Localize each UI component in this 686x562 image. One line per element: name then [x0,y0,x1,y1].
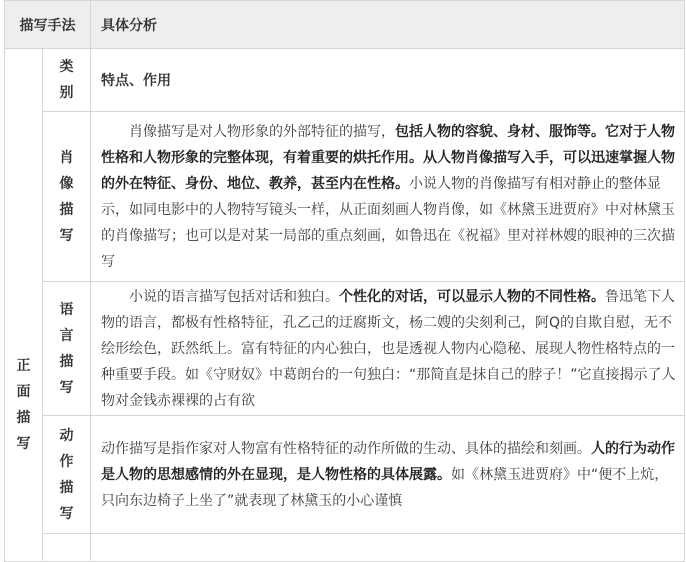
row-content [91,416,685,534]
table-row [5,416,685,534]
category-content: 特点、作用 [91,49,685,112]
analysis-table [4,0,685,562]
row-rest: 鲁迅笔下人物的语言，都极有性格特征，孔乙己的迂腐斯文，杨二嫂的尖刻利己，阿Q的自欺自慰，无不绘形绘色，跃然纸上。富有特征的内心独白，也是透视人物内心隐秘、展现人物性格特点的一种重要手段。如《守财奴》中葛朗台的一句独白：“那简直是抹自己的脖子！”它直接揭示了人物对金钱赤裸裸的占有欲 [101,288,676,409]
category-label [43,49,91,112]
category-row [5,49,685,112]
row-rest: 小说人物的肖像描写有相对静止的整体显示，如同电影中的人物特写镜头一样，从正面刻画人物肖像，如《林黛玉进贾府》中对林黛玉的肖像描写；也可以是对某一局部的重点刻画，如鲁迅在《祝福》里对祥林嫂的眼神的三次描写 [101,175,675,270]
row-label-text: 动作描写 [59,427,74,522]
row-label-text: 语言描写 [59,301,74,396]
group-label [5,49,43,562]
row-label [43,416,91,534]
row-emphasis: 个性化的对话，可以显示人物的不同性格。 [339,288,605,305]
category-label-text: 类别 [59,59,74,101]
row-label [43,282,91,416]
row-content [91,112,685,282]
row-emphasis: 人的行为动作是人物的思想感情的外在显现，是人物性格的具体展露。 [101,440,675,483]
row-intro: 动作描写是指作家对人物富有性格特征的动作所做的生动、具体的描绘和刻画。 [101,440,591,457]
header-method: 描写手法 [5,1,91,49]
row-emphasis: 包括人物的容貌、身材、服饰等。它对于人物性格和人物形象的完整体现，有着重要的烘托作用。从人物肖像描写入手，可以迅速掌握人物的外在特征、身份、地位、教养，甚至内在性格。 [101,123,675,192]
group-label-text: 正面描写 [16,358,31,452]
row-label-text: 肖像描写 [59,149,74,244]
header-row [5,1,685,49]
header-analysis: 具体分析 [91,1,685,49]
row-label [43,112,91,282]
row-rest: 如《林黛玉进贾府》中“便不上炕，只向东边椅子上坐了”就表现了林黛玉的小心谨慎 [101,466,669,509]
row-content [91,282,685,416]
table-row [5,112,685,282]
row-intro: 小说的语言描写包括对话和独白。 [129,288,339,305]
table-row [5,282,685,416]
row-intro: 肖像描写是对人物形象的外部特征的描写， [129,123,395,140]
